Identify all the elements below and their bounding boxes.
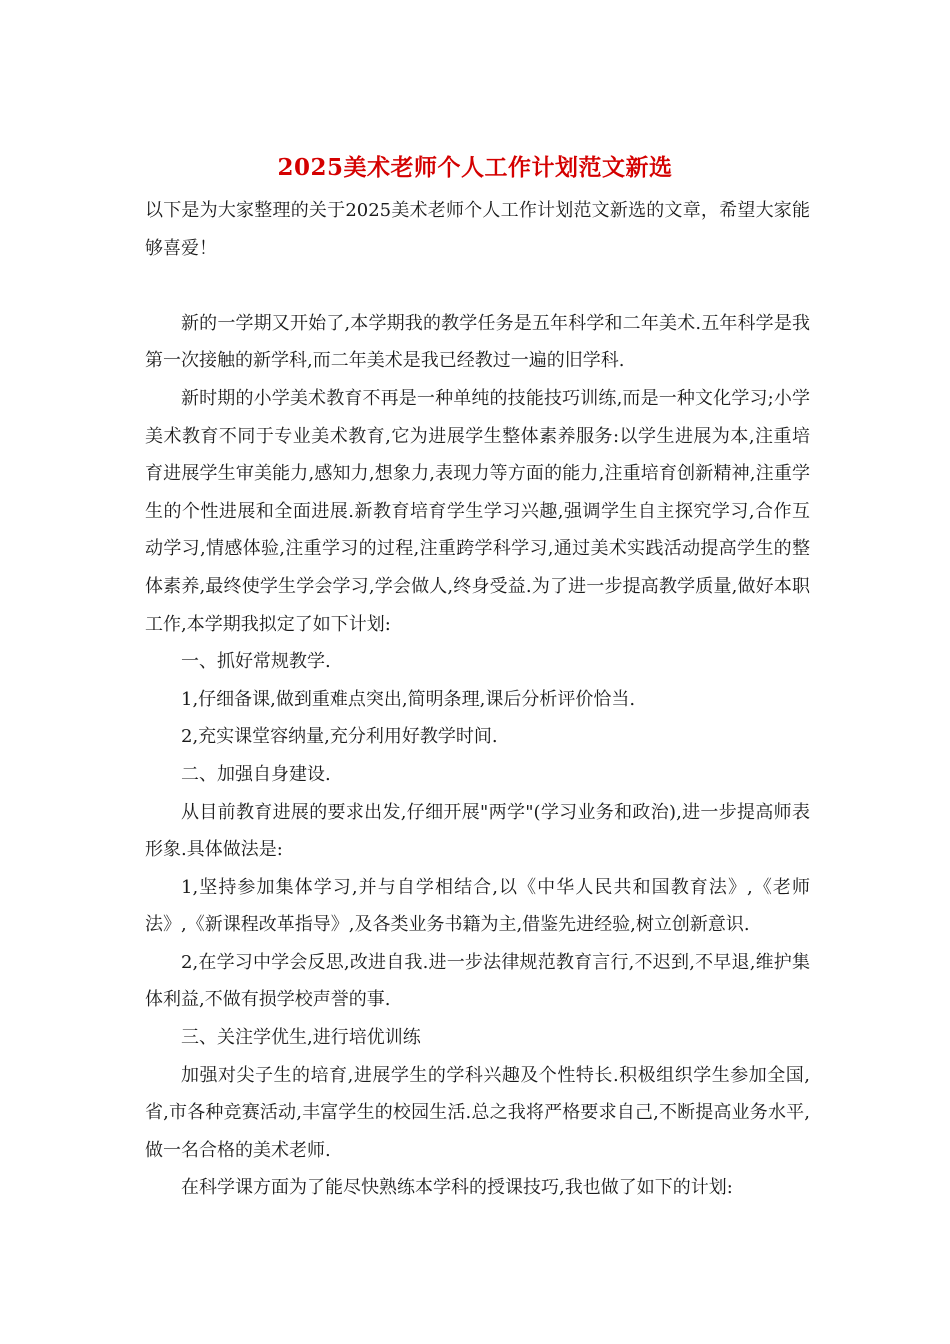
paragraph: 新时期的小学美术教育不再是一种单纯的技能技巧训练,而是一种文化学习;小学美术教育不同于专业美术教育,它为进展学生整体素养服务:以学生进展为本,注重培育进展学生审美能力,感知力,想象力,表现力等方面的能力,注重培育创新精神,注重学生的个性进展和全面进展.新教育培育学生学习兴趣,强调学生自主探究学习,合作互动学习,情感体验,注重学习的过程,注重跨学科学习,通过美术实践活动提高学生的整体素养,最终使学生学会学习,学会做人,终身受益.为了进一步提高教学质量,做好本职工作,本学期我拟定了如下计划: (145, 387, 810, 635)
paragraph: 在科学课方面为了能尽快熟练本学科的授课技巧,我也做了如下的计划: (181, 1177, 733, 1199)
document-body (145, 192, 810, 1207)
paragraph: 新的一学期又开始了,本学期我的教学任务是五年科学和二年美术.五年科学是我第一次接触的新学科,而二年美术是我已经教过一遍的旧学科. (145, 312, 810, 372)
list-item: 2,在学习中学会反思,改进自我.进一步法律规范教育言行,不迟到,不早退,维护集体利益,不做有损学校声誉的事. (145, 951, 810, 1011)
paragraph: 从目前教育进展的要求出发,仔细开展"两学"(学习业务和政治),进一步提高师表形象.具体做法是: (145, 801, 810, 861)
section-heading: 二、加强自身建设. (181, 763, 331, 785)
section-heading: 三、关注学优生,进行培优训练 (181, 1027, 421, 1049)
list-item: 1,坚持参加集体学习,并与自学相结合,以《中华人民共和国教育法》,《老师法》,《新课程改革指导》,及各类业务书籍为主,借鉴先进经验,树立创新意识. (145, 876, 810, 936)
section-heading: 一、抓好常规教学. (181, 651, 331, 673)
document-title: 2025美术老师个人工作计划范文新选 (277, 154, 673, 181)
list-item: 1,仔细备课,做到重难点突出,简明条理,课后分析评价恰当. (181, 688, 636, 710)
paragraph-gap (145, 267, 810, 305)
paragraph: 加强对尖子生的培育,进展学生的学科兴趣及个性特长.积极组织学生参加全国,省,市各种竞赛活动,丰富学生的校园生活.总之我将严格要求自己,不断提高业务水平,做一名合格的美术老师. (145, 1064, 810, 1161)
list-item: 2,充实课堂容纳量,充分利用好教学时间. (181, 726, 498, 748)
intro-paragraph: 以下是为大家整理的关于2025美术老师个人工作计划范文新选的文章，希望大家能够喜爱！ (145, 200, 810, 259)
